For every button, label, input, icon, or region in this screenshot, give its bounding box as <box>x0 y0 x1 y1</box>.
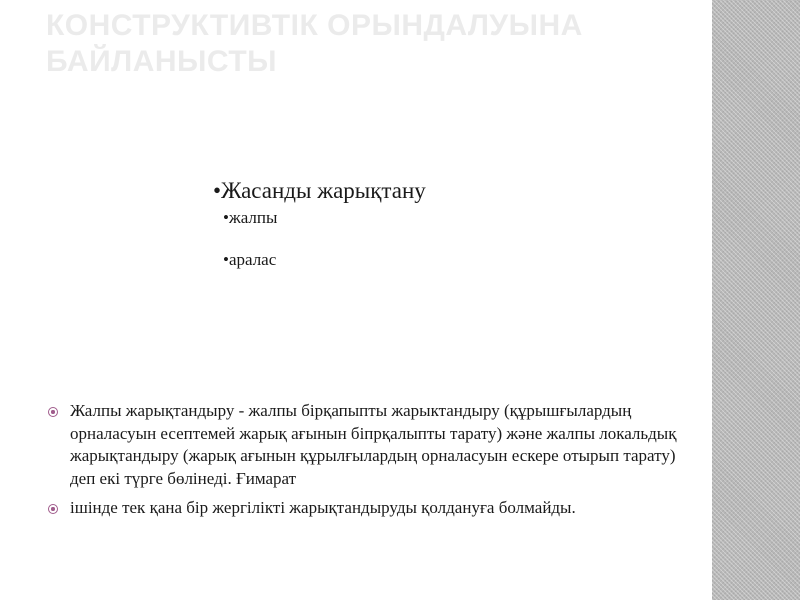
lighting-types-box <box>213 174 533 284</box>
content-bullet-list <box>48 400 678 527</box>
circle-bullet-icon <box>48 407 58 417</box>
bullet-item-general-lighting <box>48 400 678 490</box>
bullet-text: Жалпы жарықтандыру - жалпы бірқапыпты жарыктандыру (құрышғылардың орналасуын есептемей жарық ағынын біпрқалыпты тарату) және жалпы локальдық жарықтандыру (жарық ағынын құрылғылардың орналасуын ескере отырып тарату) деп екі түрге бөлінеді. Ғимарат <box>70 401 677 488</box>
lighting-heading: •Жасанды жарықтану <box>213 178 426 203</box>
bullet-item-local-lighting <box>48 497 678 520</box>
lighting-item-general: •жалпы <box>223 208 278 227</box>
circle-bullet-icon <box>48 504 58 514</box>
bullet-text: ішінде тек қана бір жергілікті жарықтандыруды қолдануға болмайды. <box>70 498 576 517</box>
decorative-side-stripe <box>712 0 800 600</box>
lighting-item-mixed: •аралас <box>223 250 277 269</box>
slide-title: КОНСТРУКТИВТІК ОРЫНДАЛУЫНА БАЙЛАНЫСТЫ <box>46 9 583 78</box>
